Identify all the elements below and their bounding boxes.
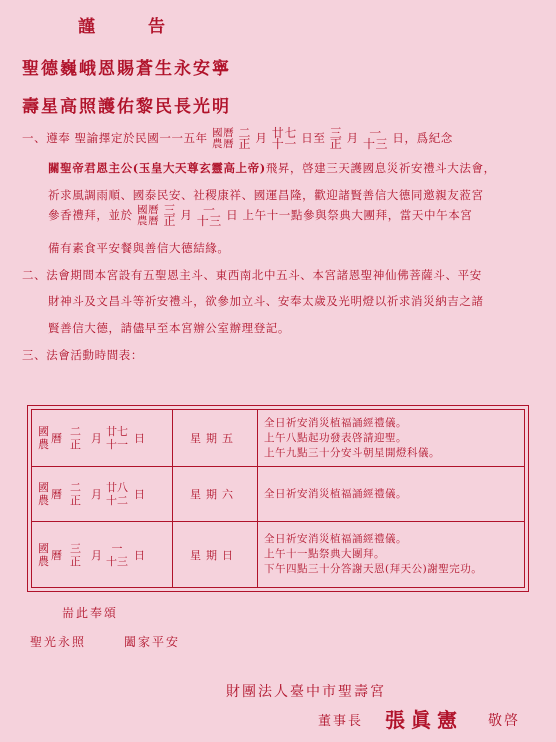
month-label: 月 — [91, 548, 102, 562]
calendar-stack: 國 農 — [38, 481, 49, 507]
month-stack: 三 正 — [70, 541, 81, 568]
item1-prefix: 一、遵奉 聖諭擇定於民國一一五年 — [22, 131, 208, 145]
day-stack: 一 十三 — [106, 541, 128, 568]
headline-line-2: 壽星高照護佑黎民長光明 — [22, 97, 231, 117]
weekday-cell: 星期五 — [190, 432, 238, 445]
activity-item: 上午十一點祭典大團拜。 — [264, 548, 385, 560]
day-label: 日 — [134, 548, 145, 562]
day2-stack: 一 十三 — [362, 126, 389, 151]
organization-name: 財團法人臺中市聖壽宮 — [226, 684, 386, 700]
table-row — [32, 410, 524, 467]
item1-line4-pre: 參香禮拜，並於 — [48, 208, 133, 222]
headline-line-1: 聖德巍峨恩賜蒼生永安寧 — [22, 59, 231, 79]
signer-title: 董事長 — [318, 714, 364, 729]
activity-item: 全日祈安消災植福誦經禮儀。 — [264, 487, 407, 500]
table-row — [32, 467, 524, 522]
l4-month-label: 月 — [180, 208, 193, 222]
item1-line3: 祈求風調雨順、國泰民安、社稷康祥、國運昌隆，歡迎諸賢善信大德同邀親友蒞宮 — [48, 188, 484, 202]
activities-cell — [264, 410, 440, 466]
month-label: 月 — [255, 131, 268, 145]
calendar-label: 曆 — [51, 548, 62, 562]
month-label: 月 — [91, 488, 102, 501]
item2-line1: 二、法會期間本宮設有五聖恩主斗、東西南北中五斗、本宮諸恩聖神仙佛菩薩斗、平安 — [22, 268, 482, 282]
schedule-table — [31, 409, 525, 588]
date-cell — [38, 410, 145, 466]
item3-heading: 三、法會活動時間表： — [22, 348, 143, 362]
day-label: 日 — [134, 432, 145, 445]
date-cell — [38, 522, 145, 587]
item1-line5: 備有素食平安餐與善信大德結緣。 — [48, 241, 230, 255]
closing-blessing-2: 闔家平安 — [124, 635, 181, 649]
weekday-cell: 星期日 — [190, 548, 238, 562]
item2-line3: 賢善信大德，請儘早至本宮辦公室辦理登記。 — [48, 321, 290, 335]
activity-item: 上午八點起功發表啓請迎聖。 — [264, 431, 407, 444]
l4-month-stack: 三 正 — [163, 203, 177, 228]
activity-item: 上午九點三十分安斗朝星開燈科儀。 — [264, 446, 440, 459]
closing-salute: 耑此奉頌 — [62, 606, 119, 620]
day-to-label: 日至 — [301, 131, 326, 145]
item1-line4 — [48, 205, 472, 227]
date-cell — [38, 467, 145, 521]
table-row — [32, 522, 524, 587]
notice-title: 謹 告 — [78, 17, 183, 37]
day-stack: 廿七 十一 — [106, 425, 128, 451]
day-label: 日 — [134, 488, 145, 501]
calendar-stack: 國曆 農曆 — [212, 127, 235, 150]
calendar-label: 曆 — [51, 432, 62, 445]
month2-label: 月 — [346, 131, 359, 145]
day-stack: 廿七 十一 — [271, 126, 297, 151]
calendar-stack: 國 農 — [38, 425, 49, 451]
activity-item: 全日祈安消災植福誦經禮儀。 — [264, 533, 407, 545]
signer-name: 張眞憲 — [385, 708, 463, 732]
activity-item: 下午四點三十分答謝天恩(拜天公)謝聖完功。 — [264, 563, 483, 575]
item2-line2: 財神斗及文昌斗等祈安禮斗，欲參加立斗、安奉太歲及光明燈以祈求消災納吉之諸 — [48, 294, 484, 308]
activity-item: 全日祈安消災植福誦經禮儀。 — [264, 416, 407, 429]
day-stack: 廿八 十二 — [106, 481, 128, 507]
weekday-cell: 星期六 — [190, 488, 238, 501]
respect-closing: 敬啓 — [488, 713, 520, 729]
item1-line1 — [22, 128, 453, 150]
month-stack: 二 正 — [70, 481, 81, 507]
item1-line4-post: 日 上午十一點參與祭典大團拜，當天中午本宮 — [226, 208, 473, 222]
item1-tail: 日，爲紀念 — [392, 131, 453, 145]
deity-name: 關聖帝君恩主公(玉皇大天尊玄靈高上帝) — [48, 161, 266, 175]
month-label: 月 — [91, 432, 102, 445]
activities-cell — [264, 467, 407, 521]
closing-blessing-1: 聖光永照 — [30, 635, 87, 649]
item1-line2-rest: 飛昇，啓建三天護國息災祈安禮斗大法會， — [265, 161, 496, 175]
l4-calendar-stack: 國曆 農曆 — [136, 204, 160, 227]
month-stack: 二 正 — [70, 425, 81, 451]
month-stack: 二 正 — [238, 126, 252, 151]
activities-cell — [264, 522, 482, 587]
l4-day-stack: 一 十三 — [196, 203, 222, 228]
item1-line2 — [48, 160, 496, 176]
calendar-label: 曆 — [51, 488, 62, 501]
calendar-stack: 國 農 — [38, 541, 49, 568]
month2-stack: 三 正 — [329, 126, 343, 151]
